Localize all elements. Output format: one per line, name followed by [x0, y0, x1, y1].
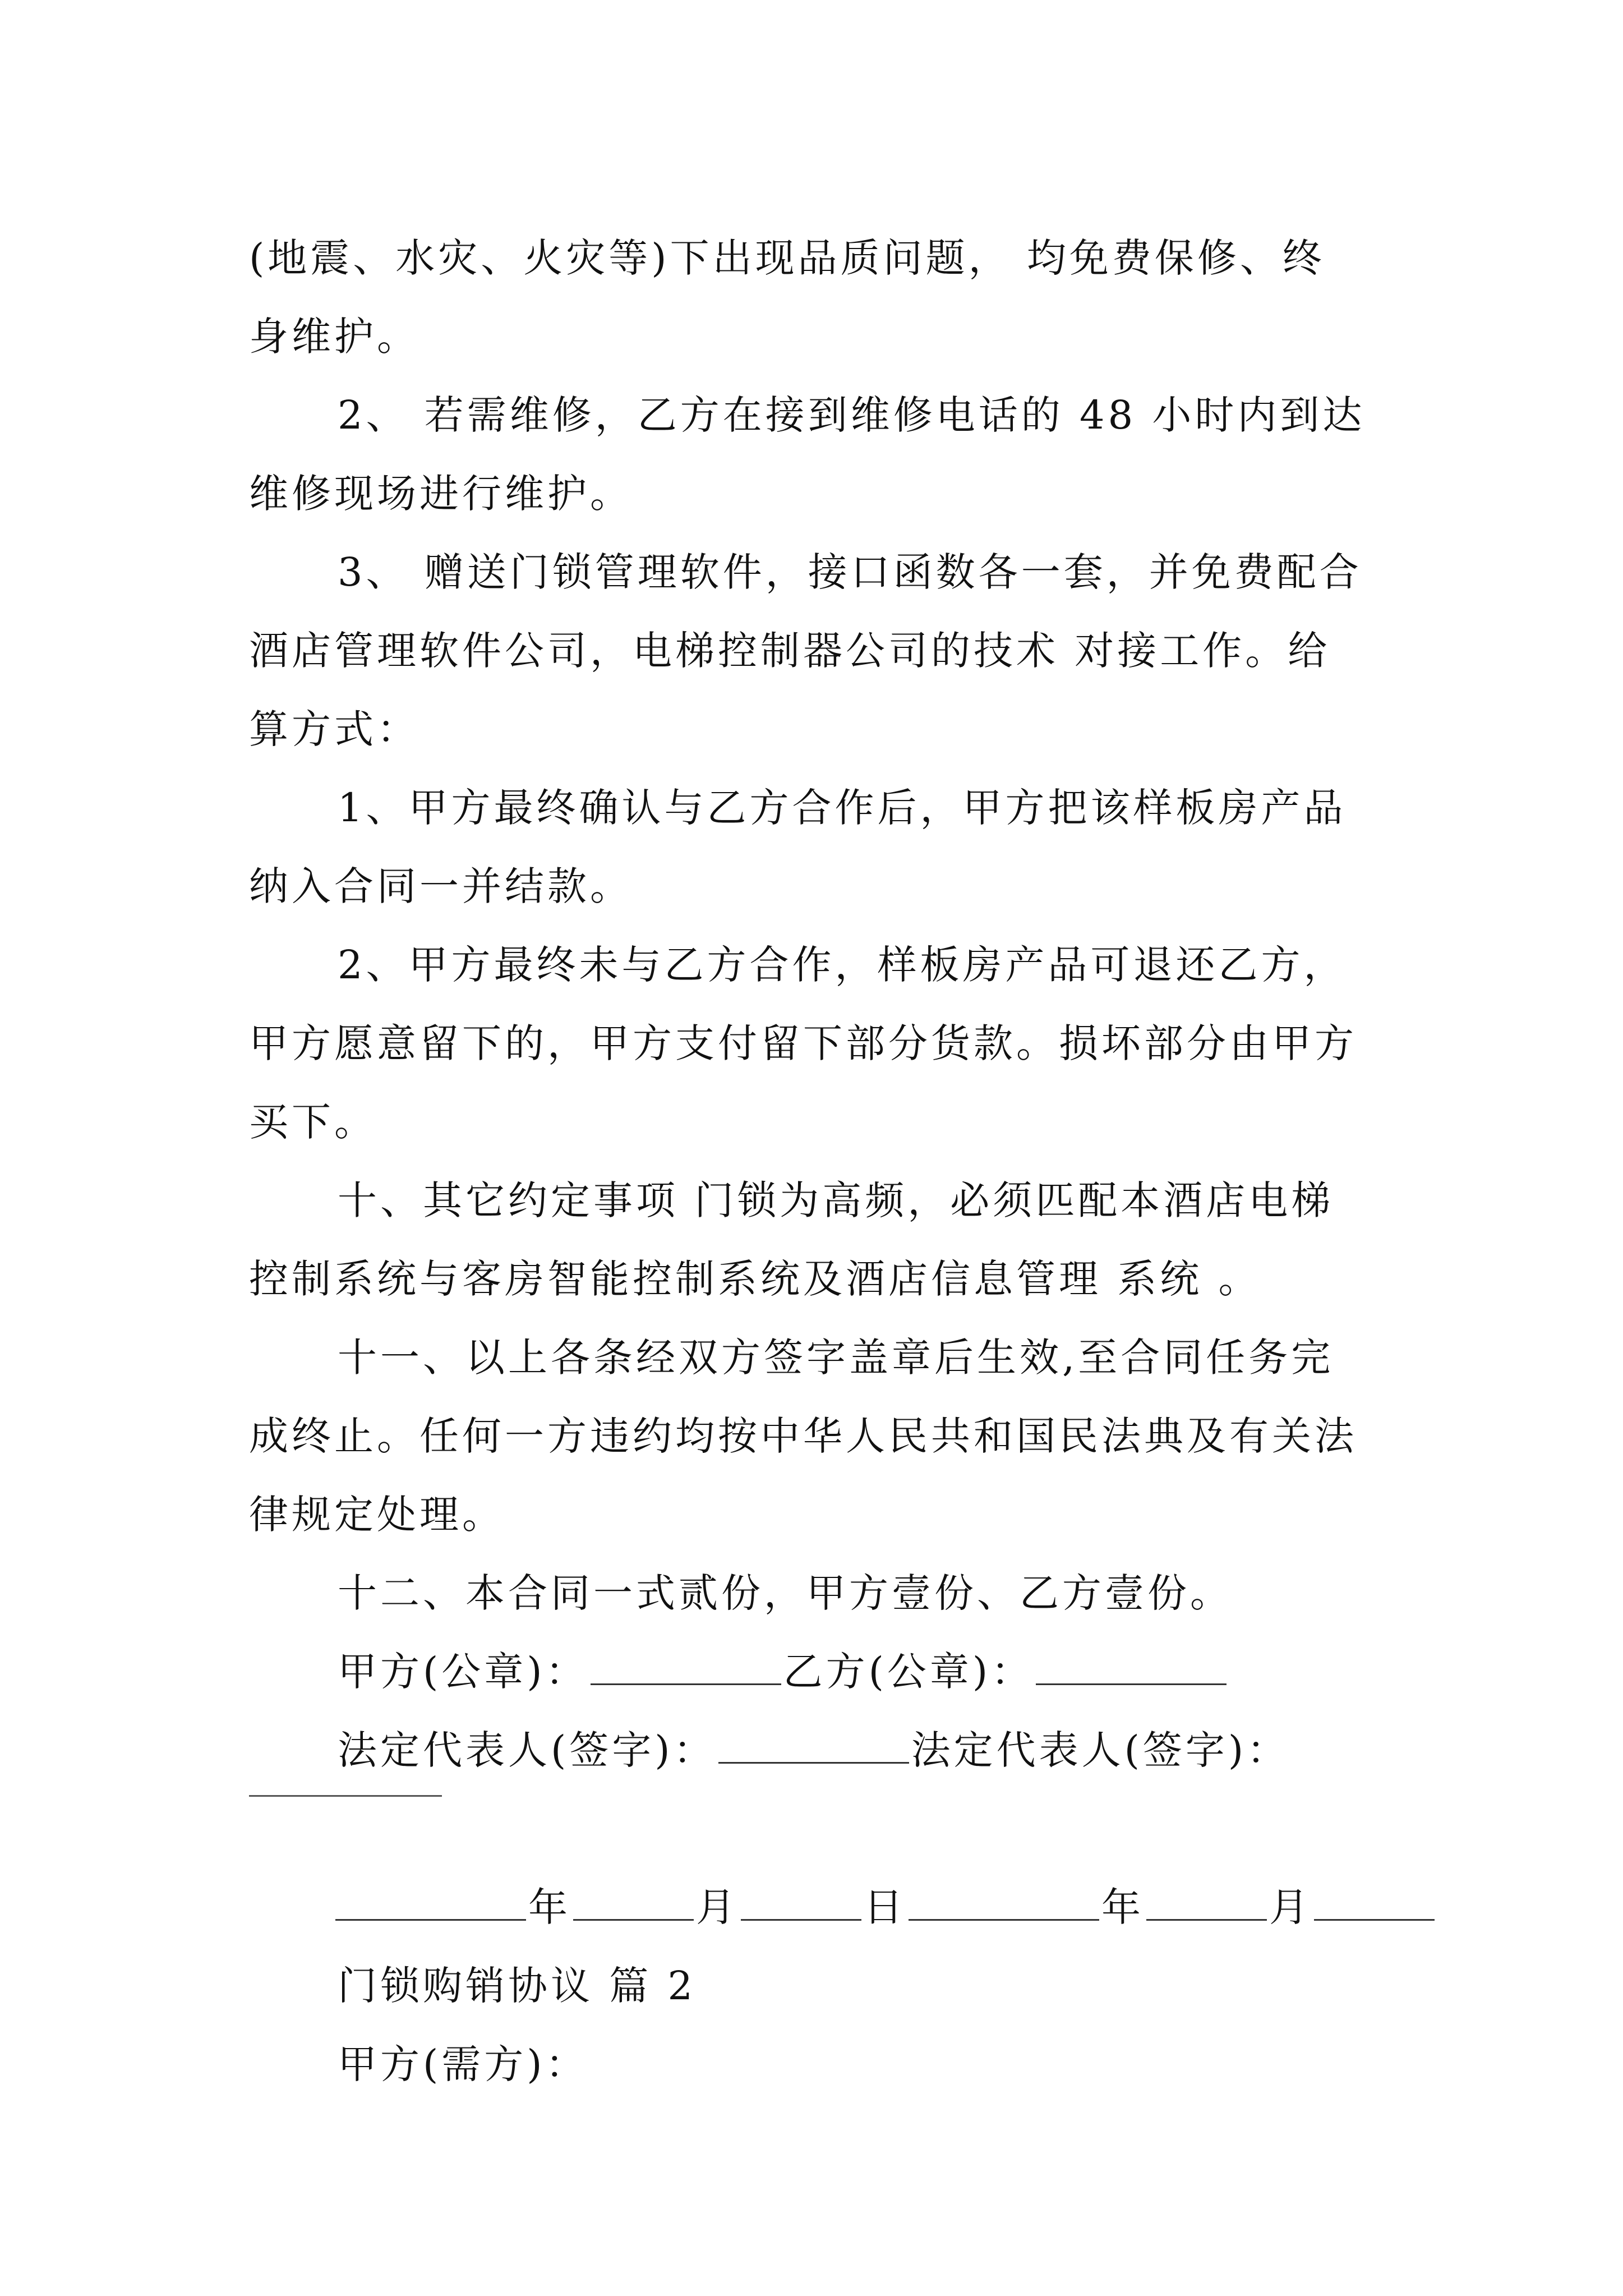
day-blank-a[interactable]	[741, 1887, 861, 1921]
month-blank-a[interactable]	[573, 1887, 694, 1921]
rep-b-label: 法定代表人(签字)：	[911, 1727, 1290, 1773]
month-blank-b[interactable]	[1146, 1887, 1267, 1921]
section2-party-a: 甲方(需方)：	[338, 2041, 588, 2087]
paragraph-line: 律规定处理。	[249, 1492, 505, 1538]
paragraph-line: 甲方愿意留下的，甲方支付留下部分货款。损坏部分由甲方	[249, 1020, 1357, 1066]
paragraph-line: 酒店管理软件公司，电梯控制器公司的技术 对接工作。给	[249, 628, 1331, 674]
paragraph-line: 3、 赠送门锁管理软件，接口函数各一套，并免费配合	[338, 549, 1362, 595]
paragraph-line: 十二、本合同一式贰份，甲方壹份、乙方壹份。	[338, 1570, 1233, 1616]
rep-a-label: 法定代表人(签字)：	[338, 1727, 716, 1773]
paragraph-line: (地震、水灾、火灾等)下出现品质问题， 均免费保修、终	[249, 235, 1325, 281]
seal-line	[249, 1632, 1393, 1711]
spacer	[249, 1789, 1393, 1868]
month-label-b: 月	[1269, 1884, 1312, 1930]
document-body	[249, 219, 1393, 2104]
party-a-seal-label: 甲方(公章)：	[338, 1649, 588, 1695]
paragraph-line: 身维护。	[249, 314, 419, 360]
paragraph-line: 2、甲方最终未与乙方合作，样板房产品可退还乙方，	[338, 942, 1347, 988]
party-b-seal-label: 乙方(公章)：	[783, 1649, 1034, 1695]
year-blank-a[interactable]	[335, 1887, 526, 1921]
party-a-seal-blank[interactable]	[591, 1651, 781, 1685]
party-b-seal-blank[interactable]	[1036, 1651, 1227, 1685]
paragraph-line: 纳入合同一并结款。	[249, 863, 633, 909]
section2-title: 门锁购销协议 篇 2	[338, 1963, 697, 2009]
signature-continuation-rule[interactable]	[249, 1795, 442, 1797]
paragraph-line: 1、甲方最终确认与乙方合作后，甲方把该样板房产品	[338, 785, 1347, 831]
paragraph-line: 十一、以上各条经双方签字盖章后生效,至合同任务完	[338, 1335, 1334, 1381]
rep-a-blank[interactable]	[718, 1729, 909, 1764]
paragraph-line: 维修现场进行维护。	[249, 471, 633, 517]
representative-line	[249, 1711, 1393, 1789]
day-blank-b[interactable]	[1314, 1887, 1435, 1921]
paragraph-line: 算方式：	[249, 706, 419, 752]
paragraph-line: 成终止。任何一方违约均按中华人民共和国民法典及有关法	[249, 1413, 1357, 1459]
paragraph-line: 控制系统与客房智能控制系统及酒店信息管理 系统 。	[249, 1256, 1261, 1302]
date-line	[249, 1868, 1393, 1947]
paragraph-line: 买下。	[249, 1099, 377, 1145]
year-label-b: 年	[1101, 1884, 1144, 1930]
year-blank-b[interactable]	[909, 1887, 1099, 1921]
paragraph-line: 十、其它约定事项 门锁为高频，必须匹配本酒店电梯	[338, 1177, 1334, 1223]
month-label-a: 月	[696, 1884, 739, 1930]
paragraph-line: 2、 若需维修，乙方在接到维修电话的 48 小时内到达	[338, 392, 1366, 438]
year-label-a: 年	[528, 1884, 571, 1930]
day-label-a: 日	[864, 1884, 906, 1930]
